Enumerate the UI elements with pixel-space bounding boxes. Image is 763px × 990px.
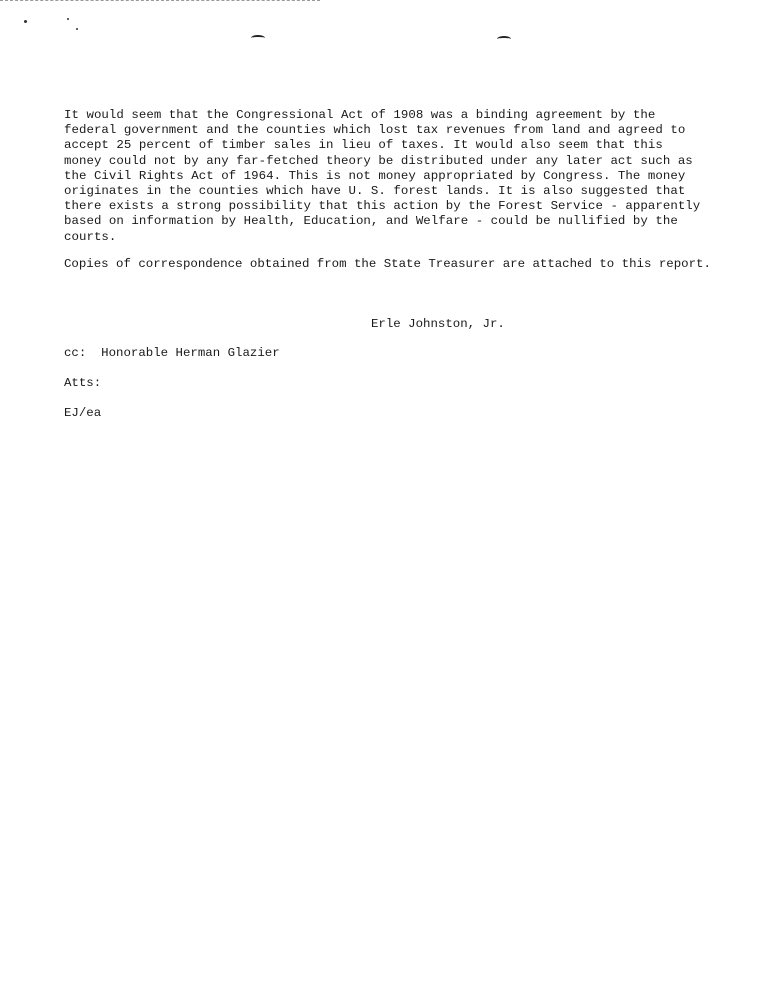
scan-speck [76,28,78,30]
page-top-edge-rule [0,0,320,1]
letter-body-paragraph: It would seem that the Congressional Act of 1908 was a binding agreement by the federal government and the counties which lost tax revenues from land and agreed to accept 25 percent of timber sales in lieu of taxes. It would also seem that this money could not by any far-fetched theory be distributed under any later act such as the Civil Rights Act of 1964. This is not money appropriated by Congress. The money originates in the counties which have U. S. forest lands. It is also suggested that there exists a strong possibility that this action by the Forest Service - apparently based on information by Health, Education, and Welfare - could be nullified by the courts. [64,108,701,244]
scan-speck [24,20,27,23]
page-fold-mark [251,35,265,41]
signature-name: Erle Johnston, Jr. [371,317,505,331]
attachments-line: Atts: [64,376,102,390]
cc-line: cc: Honorable Herman Glazier [64,346,280,360]
reference-initials: EJ/ea [64,406,102,420]
page-fold-mark [497,36,511,42]
scan-speck [67,18,69,20]
letter-closing-paragraph: Copies of correspondence obtained from the State Treasurer are attached to this report. [64,257,711,271]
